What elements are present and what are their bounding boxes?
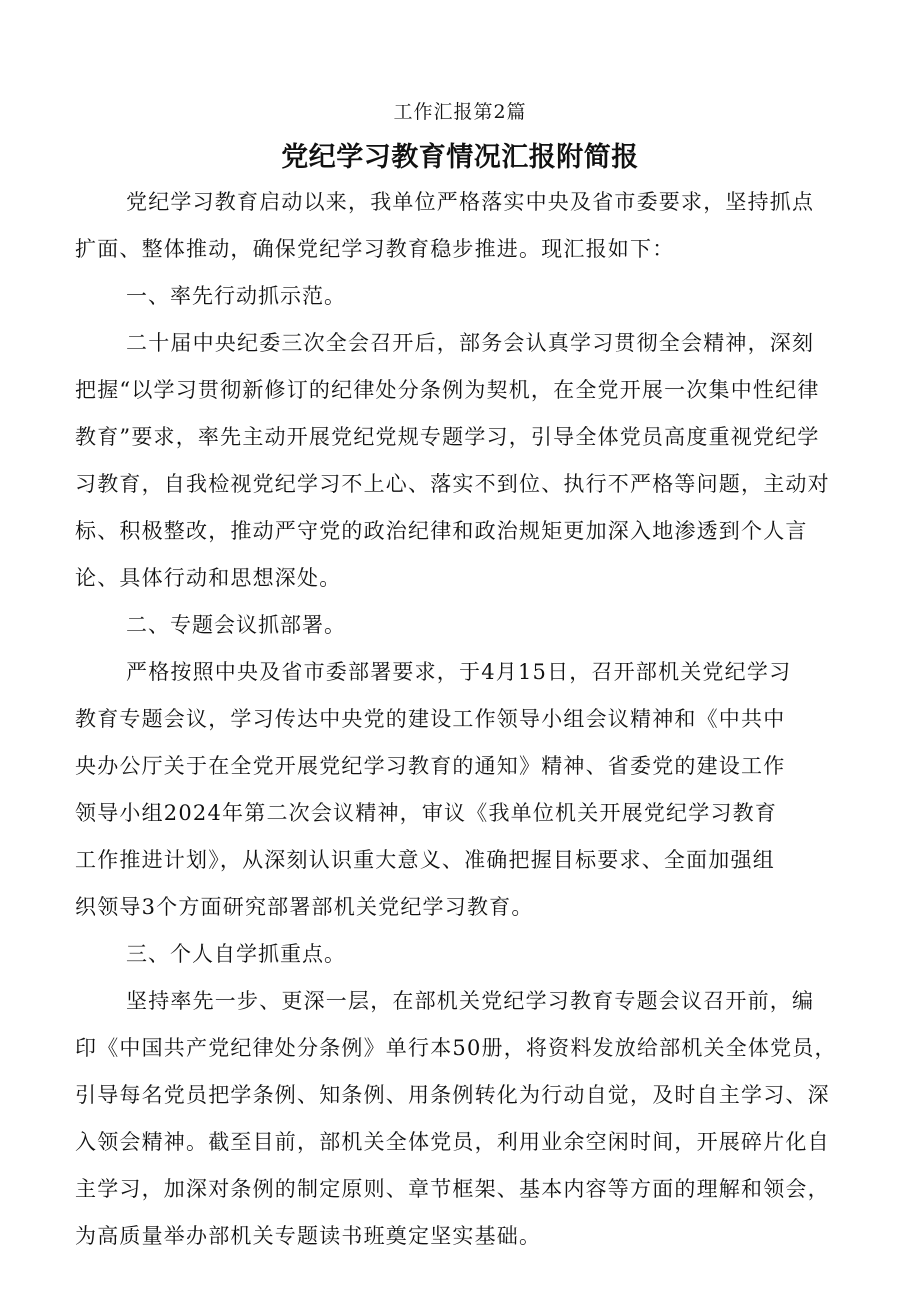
section-heading: 三、个人自学抓重点。 xyxy=(126,942,346,966)
paragraph-line: 教育专题会议，学习传达中央党的建设工作领导小组会议精神和《中共中 xyxy=(75,707,786,731)
paragraph-line: 论、具体行动和思想深处。 xyxy=(75,566,342,590)
paragraph-line: 工作推进计划》，从深刻认识重大意义、准确把握目标要求、全面加强组 xyxy=(75,848,775,872)
intro-line: 扩面、整体推动，确保党纪学习教育稳步推进。现汇报如下： xyxy=(75,237,675,261)
paragraph-line: 入领会精神。截至目前，部机关全体党员，利用业余空闲时间，开展碎片化自 xyxy=(75,1130,830,1154)
paragraph-line: 央办公厅关于在全党开展党纪学习教育的通知》精神、省委党的建设工作 xyxy=(75,754,786,778)
document-header: 工作汇报第2篇 xyxy=(393,101,527,123)
paragraph-line: 坚持率先一步、更深一层，在部机关党纪学习教育专题会议召开前，编 xyxy=(126,989,815,1013)
paragraph-line: 主学习，加深对条例的制定原则、章节框架、基本内容等方面的理解和领会， xyxy=(75,1177,830,1201)
section-heading: 二、专题会议抓部署。 xyxy=(126,613,346,637)
paragraph-line: 织领导3个方面研究部署部机关党纪学习教育。 xyxy=(75,895,534,919)
paragraph-line: 把握“以学习贯彻新修订的纪律处分条例为契机，在全党开展一次集中性纪律 xyxy=(75,378,820,402)
paragraph-line: 印《中国共产党纪律处分条例》单行本50册，将资料发放给部机关全体党员， xyxy=(75,1036,837,1060)
paragraph-line: 引导每名党员把学条例、知条例、用条例转化为行动自觉，及时自主学习、深 xyxy=(75,1083,830,1107)
paragraph-line: 教育”要求，率先主动开展党纪党规专题学习，引导全体党员高度重视党纪学 xyxy=(75,425,820,449)
paragraph-line: 严格按照中央及省市委部署要求，于4月15日，召开部机关党纪学习 xyxy=(126,660,792,684)
intro-line: 党纪学习教育启动以来，我单位严格落实中央及省市委要求，坚持抓点 xyxy=(126,190,815,214)
document-title: 党纪学习教育情况汇报附简报 xyxy=(281,142,639,173)
paragraph-line: 二十届中央纪委三次全会召开后，部务会认真学习贯彻全会精神，深刻 xyxy=(126,331,815,355)
paragraph-line: 领导小组2024年第二次会议精神，审议《我单位机关开展党纪学习教育 xyxy=(75,801,778,825)
paragraph-line: 标、积极整改，推动严守党的政治纪律和政治规矩更加深入地渗透到个人言 xyxy=(75,519,808,543)
paragraph-line: 为高质量举办部机关专题读书班奠定坚实基础。 xyxy=(75,1224,542,1248)
paragraph-line: 习教育，自我检视党纪学习不上心、落实不到位、执行不严格等问题，主动对 xyxy=(75,472,830,496)
section-heading: 一、率先行动抓示范。 xyxy=(126,284,346,308)
